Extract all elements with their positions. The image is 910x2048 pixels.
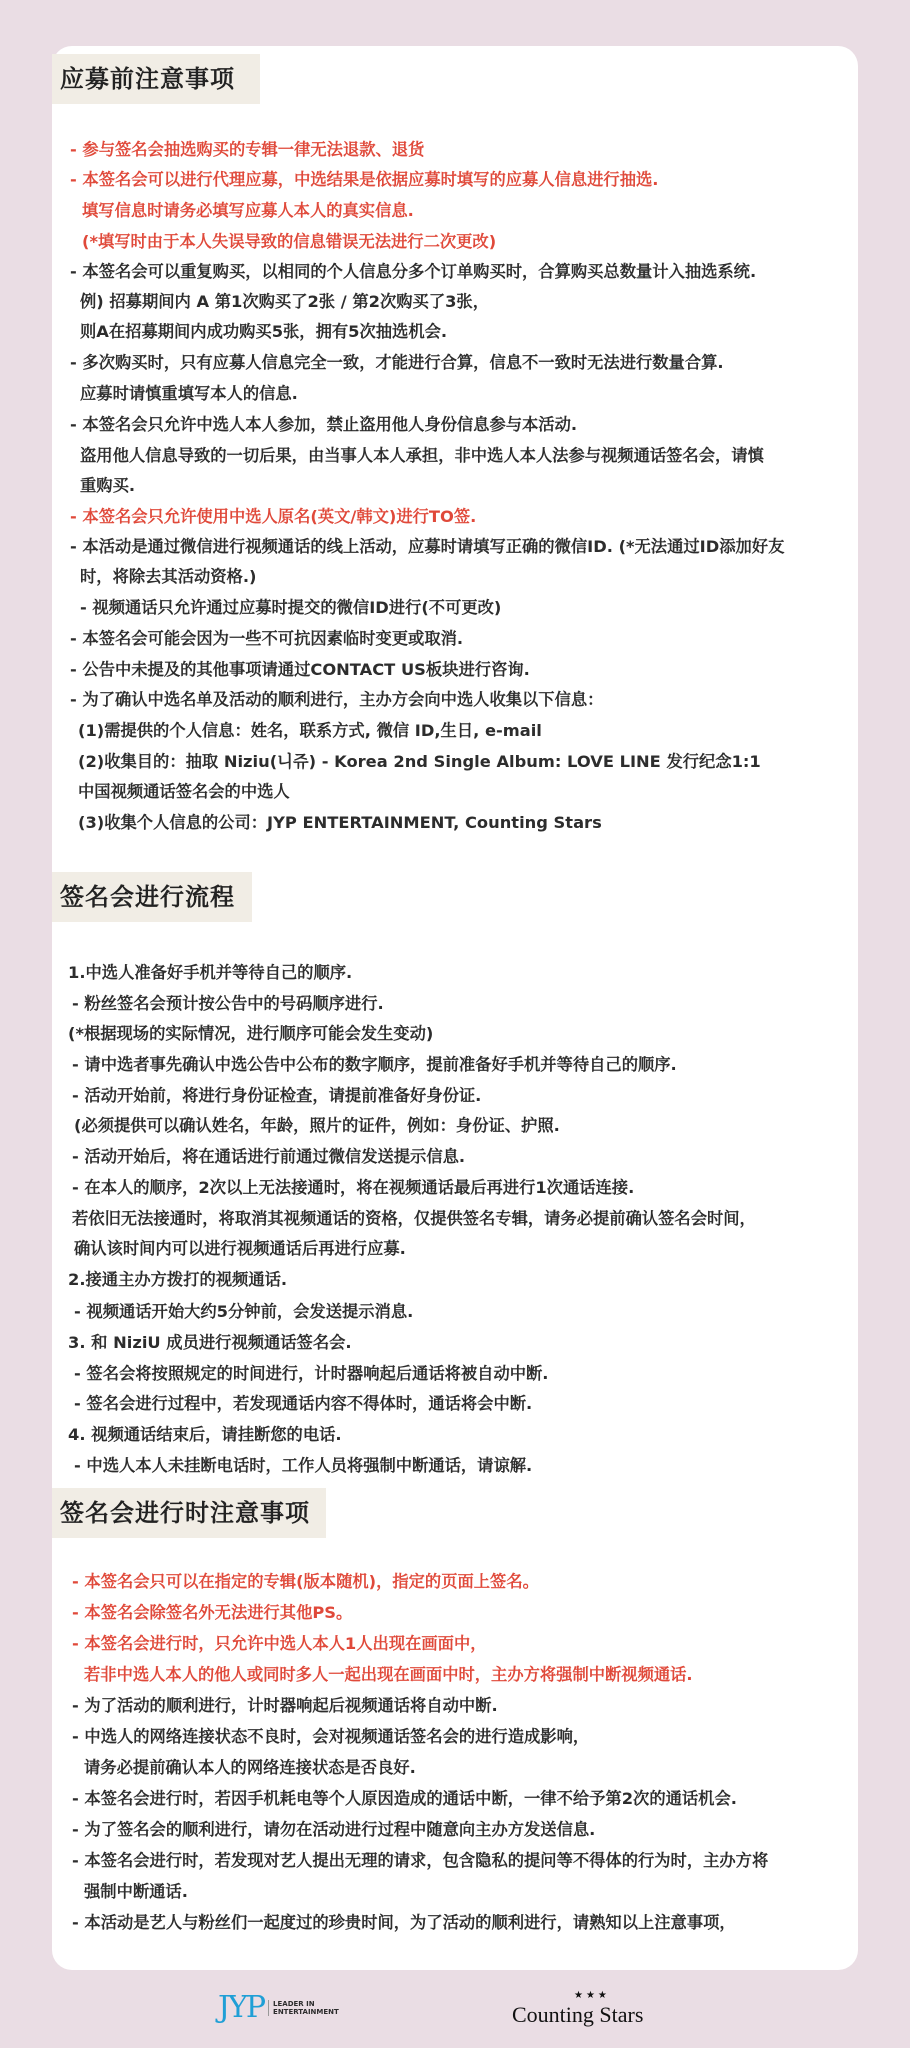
section1-line: - 本签名会只允许使用中选人原名(英文/韩文)进行TO签. (70, 507, 477, 526)
section3-line: - 本签名会只可以在指定的专辑(版本随机)，指定的页面上签名。 (72, 1572, 539, 1591)
section2-line: 若依旧无法接通时，将取消其视频通话的资格，仅提供签名专辑，请务必提前确认签名会时间， (72, 1209, 756, 1228)
section2-line: 3. 和 NiziU 成员进行视频通话签名会. (68, 1333, 352, 1352)
section2-line: 4. 视频通话结束后，请挂断您的电话. (68, 1425, 342, 1444)
section2-line: - 签名会进行过程中，若发现通话内容不得体时，通话将会中断. (74, 1394, 533, 1413)
section2-line: - 视频通话开始大约5分钟前，会发送提示消息. (74, 1302, 414, 1321)
section2-line: (*根据现场的实际情况，进行顺序可能会发生变动) (68, 1024, 434, 1043)
section2-line: 2.接通主办方拨打的视频通话. (68, 1270, 288, 1289)
section2-line: 确认该时间内可以进行视频通话后再进行应募. (74, 1239, 406, 1258)
section2-line: 1.中选人准备好手机并等待自己的顺序. (68, 963, 353, 982)
section3-line: - 为了活动的顺利进行，计时器响起后视频通话将自动中断. (72, 1696, 498, 1715)
section3-line: 强制中断通话. (84, 1882, 188, 1901)
section1-line: 时，将除去其活动资格.) (80, 567, 257, 586)
star-icon: ★★★ (574, 1990, 610, 2001)
section2-line: (必须提供可以确认姓名，年龄，照片的证件，例如：身份证、护照. (74, 1116, 560, 1135)
section2-line: - 中选人本人未挂断电话时，工作人员将强制中断通话，请谅解. (74, 1456, 533, 1475)
section1-line: (*填写时由于本人失误导致的信息错误无法进行二次更改) (82, 232, 497, 251)
section1-line: - 本签名会可以进行代理应募，中选结果是依据应募时填写的应募人信息进行抽选. (70, 170, 659, 189)
section2-line: - 活动开始前，将进行身份证检查，请提前准备好身份证. (72, 1086, 482, 1105)
section3-line: - 本签名会进行时，若发现对艺人提出无理的请求，包含隐私的提问等不得体的行为时，主办方将 (72, 1851, 769, 1870)
jyp-logo-mark: JYP (218, 1990, 265, 2025)
section1-line: 例) 招募期间内 A 第1次购买了2张 / 第2次购买了3张， (80, 292, 489, 311)
section2-line: - 签名会将按照规定的时间进行，计时器响起后通话将被自动中断. (74, 1364, 549, 1383)
section1-line: (3)收集个人信息的公司：JYP ENTERTAINMENT, Counting Stars (78, 813, 602, 832)
section2-line: - 请中选者事先确认中选公告中公布的数字顺序，提前准备好手机并等待自己的顺序. (72, 1055, 677, 1074)
jyp-logo-tagline: LEADER IN ENTERTAINMENT (268, 2000, 339, 2016)
section3-line: - 本签名会进行时，若因手机耗电等个人原因造成的通话中断，一律不给予第2次的通话机会. (72, 1789, 737, 1808)
section1-line: - 多次购买时，只有应募人信息完全一致，才能进行合算，信息不一致时无法进行数量合算. (70, 353, 724, 372)
section2-line: - 粉丝签名会预计按公告中的号码顺序进行. (72, 994, 384, 1013)
section2-line: - 活动开始后，将在通话进行前通过微信发送提示信息. (72, 1147, 466, 1166)
section2-line: - 在本人的顺序，2次以上无法接通时，将在视频通话最后再进行1次通话连接. (72, 1178, 635, 1197)
section1-line: - 公告中未提及的其他事项请通过CONTACT US板块进行咨询. (70, 660, 530, 679)
section3-line: 请务必提前确认本人的网络连接状态是否良好. (84, 1758, 416, 1777)
section1-line: (1)需提供的个人信息：姓名，联系方式, 微信 ID,生日, e-mail (78, 721, 542, 740)
section3-line: - 本签名会进行时，只允许中选人本人1人出现在画面中， (72, 1634, 487, 1653)
counting-stars-logo (512, 1990, 652, 2030)
section1-line: 则A在招募期间内成功购买5张，拥有5次抽选机会. (80, 322, 448, 341)
section1-line: 填写信息时请务必填写应募人本人的真实信息. (82, 201, 414, 220)
section3-line: - 本签名会除签名外无法进行其他PS。 (72, 1603, 353, 1622)
section1-line: - 参与签名会抽选购买的专辑一律无法退款、退货 (70, 140, 425, 159)
section1-line: - 为了确认中选名单及活动的顺利进行，主办方会向中选人收集以下信息： (70, 690, 604, 709)
section1-line: 中国视频通话签名会的中选人 (78, 782, 290, 801)
section-title-process: 签名会进行流程 (52, 872, 252, 922)
jyp-logo (218, 1990, 339, 2026)
section1-line: 盗用他人信息导致的一切后果，由当事人本人承担，非中选人本人法参与视频通话签名会，请慎 (80, 446, 764, 465)
section1-line: - 本签名会只允许中选人本人参加，禁止盗用他人身份信息参与本活动. (70, 415, 578, 434)
section-title-event-notes: 签名会进行时注意事项 (52, 1488, 326, 1538)
section1-line: 重购买. (80, 476, 136, 495)
section-title-pre-application: 应募前注意事项 (52, 54, 260, 104)
section3-line: 若非中选人本人的他人或同时多人一起出现在画面中时，主办方将强制中断视频通话. (84, 1665, 693, 1684)
counting-stars-wordmark: Counting Stars (512, 2002, 644, 2027)
section1-line: - 本活动是通过微信进行视频通话的线上活动，应募时请填写正确的微信ID. (*无法通过ID添加好友 (70, 537, 785, 556)
section3-line: - 本活动是艺人与粉丝们一起度过的珍贵时间，为了活动的顺利进行，请熟知以上注意事项， (72, 1913, 736, 1932)
section1-line: - 本签名会可能会因为一些不可抗因素临时变更或取消. (70, 629, 464, 648)
section1-line: (2)收集目的：抽取 Niziu(니쥬) - Korea 2nd Single Album: LOVE LINE 发行纪念1:1 (78, 752, 761, 771)
section1-line: 应募时请慎重填写本人的信息. (80, 384, 298, 403)
section1-line: - 视频通话只允许通过应募时提交的微信ID进行(不可更改) (80, 598, 502, 617)
section1-line: - 本签名会可以重复购买，以相同的个人信息分多个订单购买时，合算购买总数量计入抽选系统. (70, 262, 757, 281)
section3-line: - 中选人的网络连接状态不良时，会对视频通话签名会的进行造成影响， (72, 1727, 590, 1746)
section3-line: - 为了签名会的顺利进行，请勿在活动进行过程中随意向主办方发送信息. (72, 1820, 596, 1839)
